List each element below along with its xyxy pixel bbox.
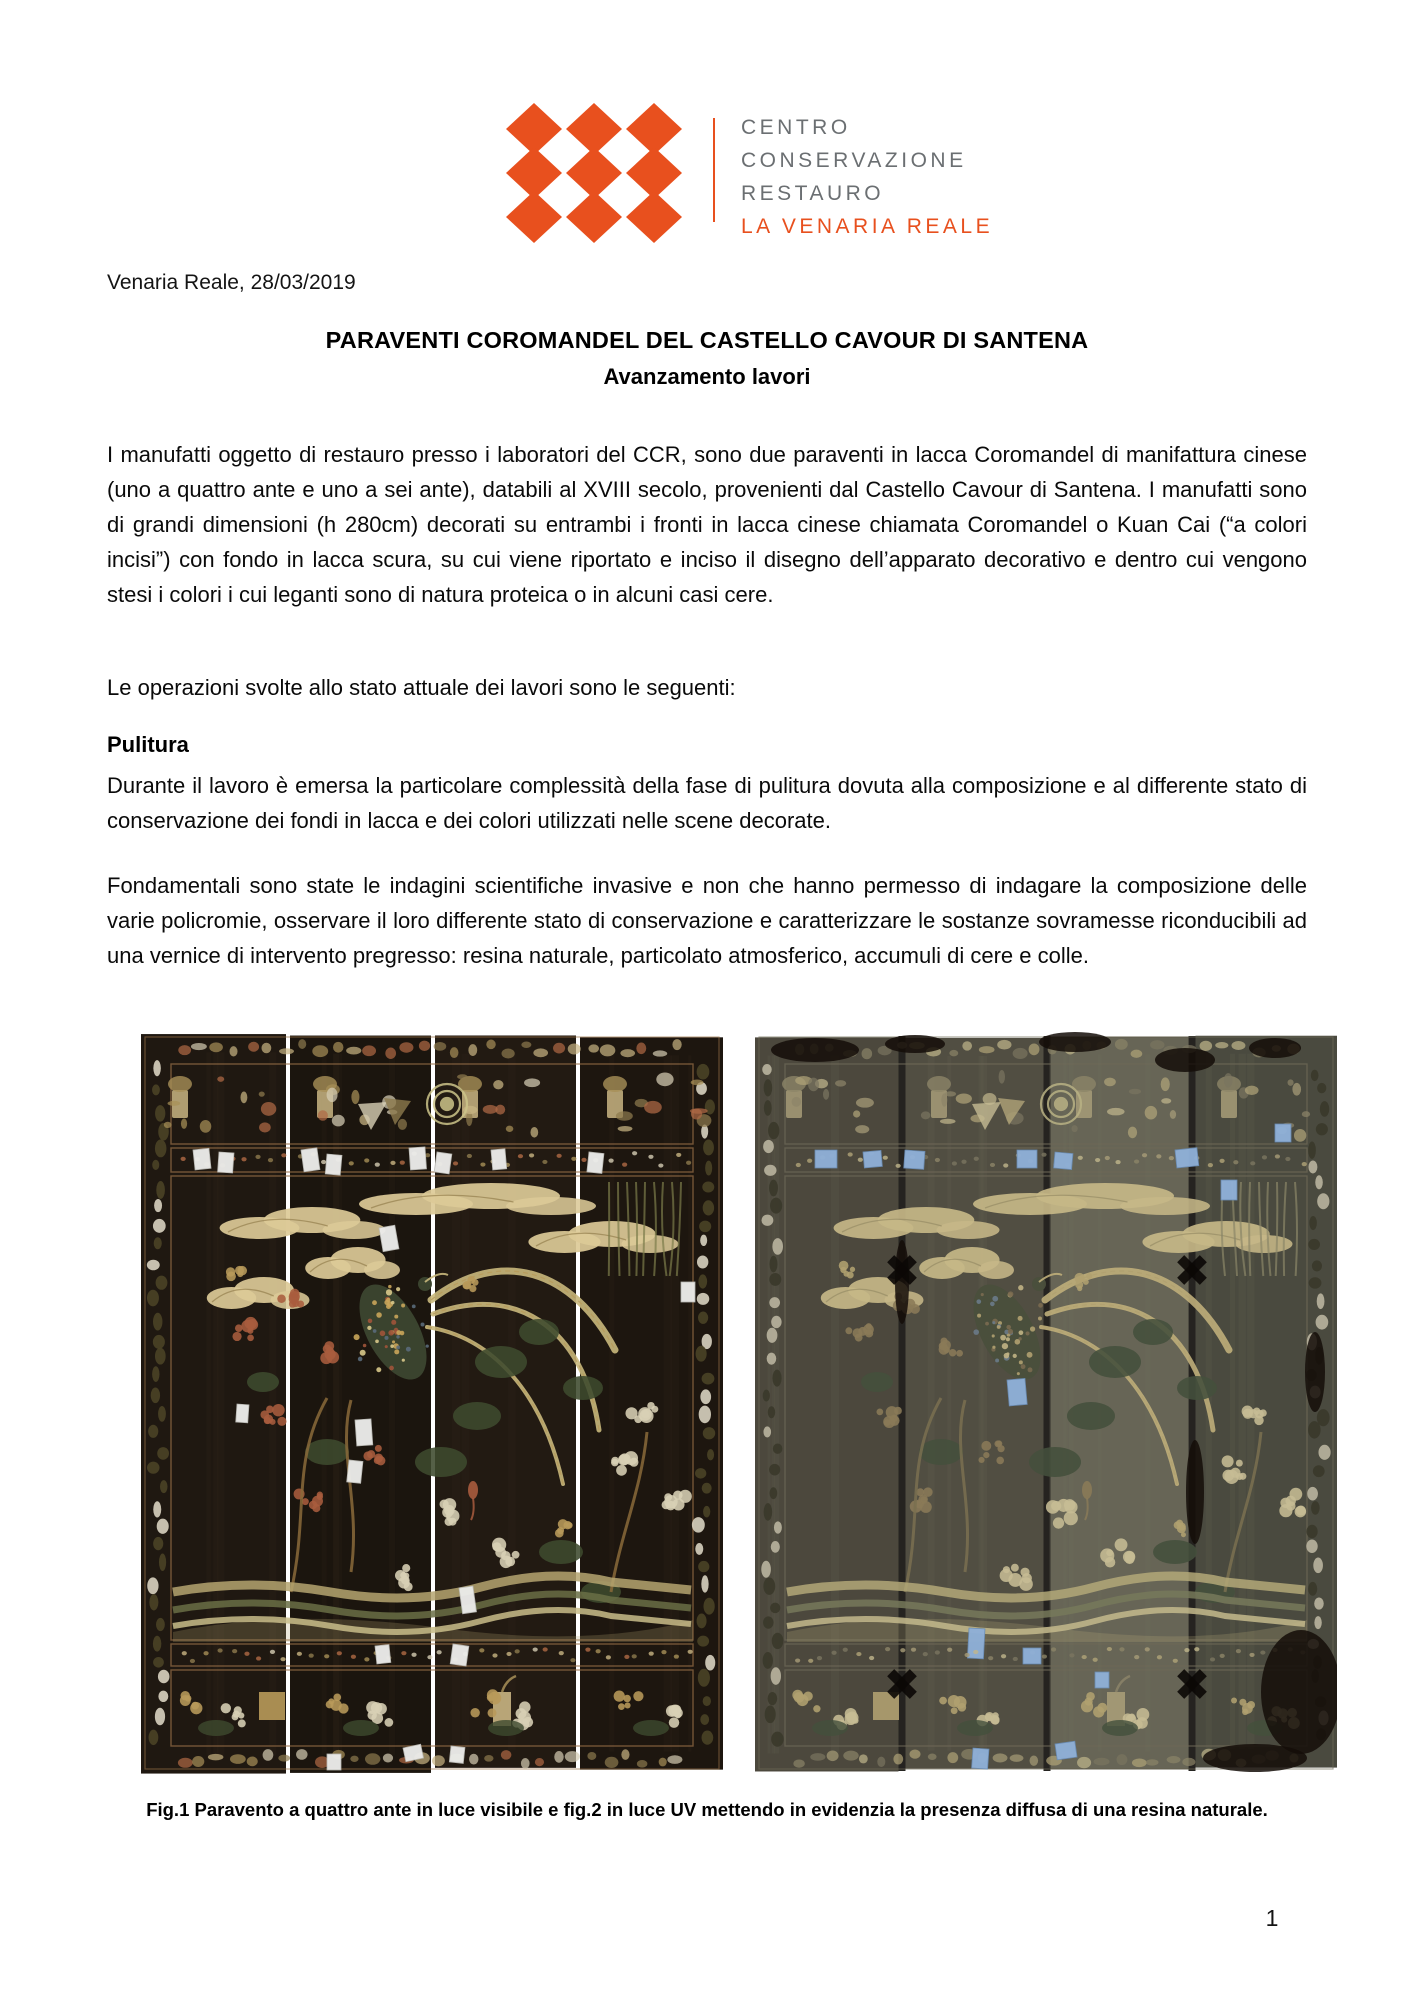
page-number: 1 bbox=[1265, 1905, 1279, 1931]
logo-divider bbox=[713, 118, 715, 222]
logo-line-3: RESTAURO bbox=[741, 182, 885, 205]
logo-line-2: CONSERVAZIONE bbox=[741, 149, 967, 172]
ccr-logo bbox=[503, 102, 993, 244]
paragraph-pulitura-1: Durante il lavoro è emersa la particolare complessità della fase di pulitura dovuta alla composizione e al differente stato di conservazione dei fondi in lacca e dei colori utilizzati nelle scene decorate. bbox=[107, 773, 1307, 833]
paragraph-pulitura-2: Fondamentali sono state le indagini scientifiche invasive e non che hanno permesso di indagare la composizione delle varie policromie, osservare il loro differente stato di conservazione e caratterizzare le sostanze sovramesse riconducibili ad una vernice di intervento pregresso: resina naturale, particolato atmosferico, accumuli di cere e colle. bbox=[107, 873, 1307, 968]
document-title: PARAVENTI COROMANDEL DEL CASTELLO CAVOUR DI SANTENA bbox=[325, 327, 1089, 353]
coromandel-screen-uv-light-image bbox=[755, 1032, 1337, 1776]
section-heading-pulitura: Pulitura bbox=[107, 732, 189, 757]
dateline: Venaria Reale, 28/03/2019 bbox=[107, 271, 356, 294]
figure-caption: Fig.1 Paravento a quattro ante in luce visibile e fig.2 in luce UV mettendo in evidenzia la presenza diffusa di una resina naturale. bbox=[146, 1799, 1268, 1820]
logo-line-4: LA VENARIA REALE bbox=[741, 215, 994, 238]
coromandel-screen-visible-light-image bbox=[141, 1032, 723, 1776]
document-subtitle: Avanzamento lavori bbox=[603, 364, 811, 389]
figure-visible-light-photo bbox=[141, 1032, 723, 1776]
paragraph-intro: I manufatti oggetto di restauro presso i laboratori del CCR, sono due paraventi in lacca Coromandel di manifattura cinese (uno a quattro ante e uno a sei ante), databili al XVIII secolo, provenienti dal Castello Cavour di Santena. I manufatti sono di grandi dimensioni (h 280cm) decorati su entrambi i fronti in lacca cinese chiamata Coromandel o Kuan Cai (“a colori incisi”) con fondo in lacca scura, su cui viene riportato e inciso il disegno dell’apparato decorativo e dentro cui vengono stesi i colori i cui leganti sono di natura proteica o in alcuni casi cere. bbox=[107, 442, 1307, 607]
logo-line-1: CENTRO bbox=[741, 116, 851, 139]
figure-uv-light-photo bbox=[755, 1032, 1337, 1776]
logo-wordmark bbox=[741, 102, 993, 243]
diamond-grid-icon bbox=[503, 102, 685, 244]
paragraph-operations: Le operazioni svolte allo stato attuale dei lavori sono le seguenti: bbox=[107, 675, 736, 700]
